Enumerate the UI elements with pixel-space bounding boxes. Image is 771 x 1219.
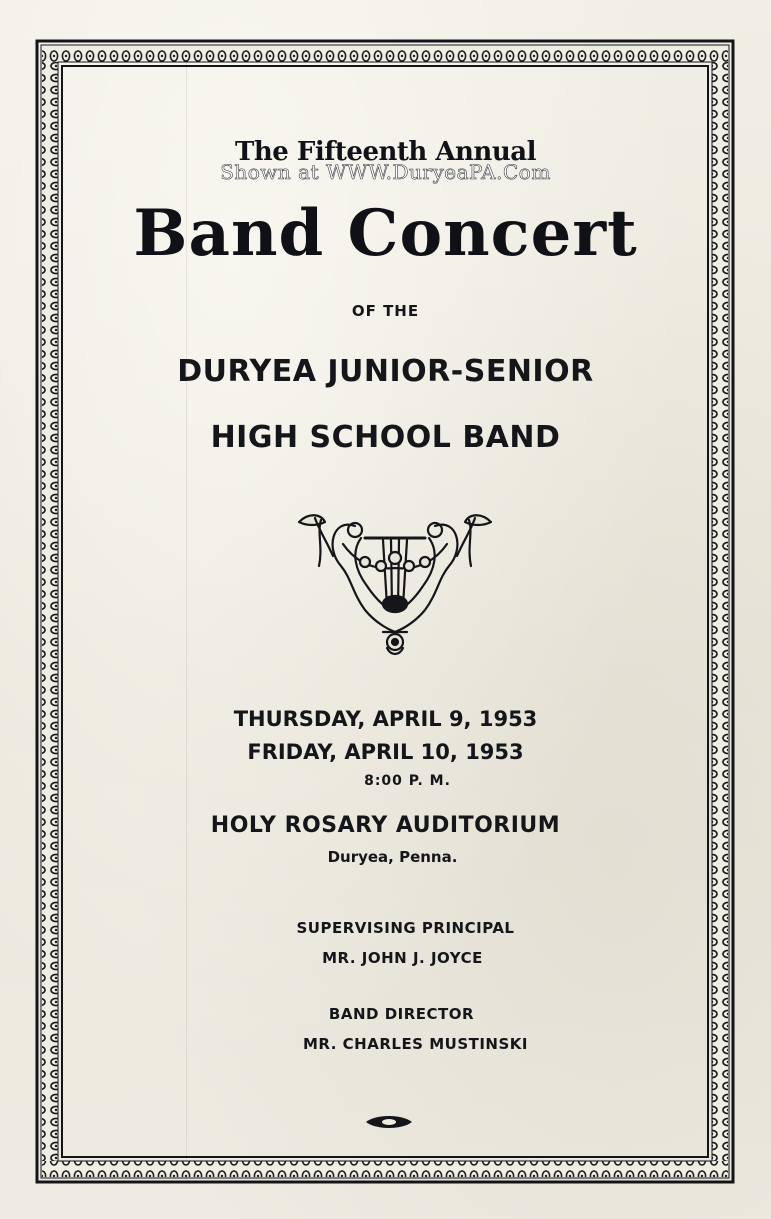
director-name: MR. CHARLES MUSTINSKI bbox=[302, 1035, 528, 1053]
date-thursday: THURSDAY, APRIL 9, 1953 bbox=[233, 707, 538, 731]
date-friday: FRIDAY, APRIL 10, 1953 bbox=[247, 740, 524, 764]
ornament-icon bbox=[364, 1112, 414, 1132]
lyre-icon bbox=[295, 508, 495, 660]
concert-title: Band Concert bbox=[133, 196, 638, 271]
venue-name: HOLY ROSARY AUDITORIUM bbox=[210, 813, 561, 838]
venue-city: Duryea, Penna. bbox=[327, 848, 458, 866]
principal-name: MR. JOHN J. JOYCE bbox=[322, 949, 483, 967]
school-name-line1: DURYEA JUNIOR-SENIOR bbox=[177, 354, 594, 389]
of-the-text: OF THE bbox=[351, 302, 420, 320]
director-role: BAND DIRECTOR bbox=[328, 1005, 475, 1023]
watermark-text: Shown at WWW.DuryeaPA.Com bbox=[220, 160, 551, 184]
annual-heading: The Fifteenth Annual bbox=[235, 137, 536, 167]
concert-time: 8:00 P. M. bbox=[364, 773, 451, 789]
school-name-line2: HIGH SCHOOL BAND bbox=[210, 420, 561, 455]
principal-role: SUPERVISING PRINCIPAL bbox=[296, 919, 515, 937]
